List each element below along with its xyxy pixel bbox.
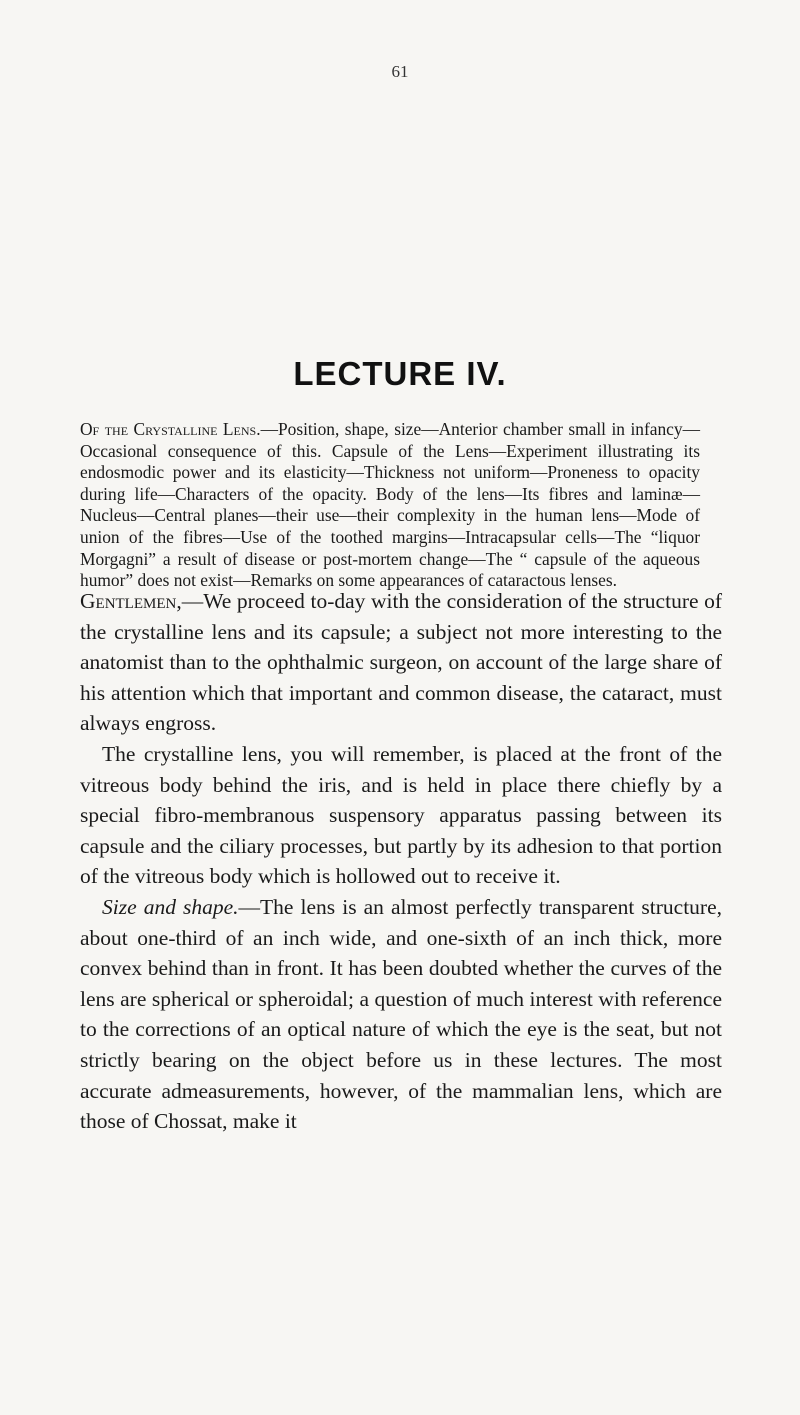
paragraph-3	[80, 892, 722, 1137]
synopsis-lead: Of the Crystalline Lens.	[80, 419, 261, 439]
salutation: Gentlemen,	[80, 589, 182, 613]
lecture-title: LECTURE IV.	[293, 355, 507, 392]
paragraph-3-text: —The lens is an almost perfectly transparent structure, about one-third of an inch wide, and one-sixth of an inch thick, more convex behind than in front. It has been doubted whether the curves of the lens are spherical or spheroidal; a question of much interest with reference to the corrections of an optical nature of which the eye is the seat, but not strictly bearing on the object before us in these lectures. The most accurate admeasurements, however, of the mammalian lens, which are those of Chossat, make it	[80, 894, 722, 1134]
paragraph-1-text: —We proceed to-day with the consideration of the structure of the crystalline lens and its capsule; a subject not more interesting to the anatomist than to the ophthalmic surgeon, on account of the large share of his attention which that important and common disease, the cataract, must always engross.	[80, 589, 722, 736]
paragraph-2-text: The crystalline lens, you will remember, is placed at the front of the vitreous body behind the iris, and is held in place there chiefly by a special fibro-membranous suspensory apparatus passing between its capsule and the ciliary processes, but partly by its adhesion to that portion of the vitreous body which is hollowed out to receive it.	[80, 741, 722, 889]
lecture-synopsis	[80, 419, 700, 592]
page-number: 61	[391, 62, 409, 81]
lecture-body	[80, 586, 722, 1137]
paragraph-1	[80, 586, 722, 739]
section-heading-size-shape: Size and shape.	[102, 894, 239, 919]
synopsis-text: —Position, shape, size—Anterior chamber small in infancy—Occasional consequence of this. Capsule of the Lens—Experiment illustrating its endosmodic power and its elasticity—Thickness not uniform—Proneness to opacity during life—Characters of the opacity. Body of the lens—Its fibres and laminæ—Nucleus—Central planes—their use—their complexity in the human lens—Mode of union of the fibres—Use of the toothed margins—Intracapsular cells—The “liquor Morgagni” a result of disease or post-mortem change—The “ capsule of the aqueous humor” does not exist—Remarks on some appearances of cataractous lenses.	[80, 419, 700, 591]
paragraph-2	[80, 739, 722, 892]
